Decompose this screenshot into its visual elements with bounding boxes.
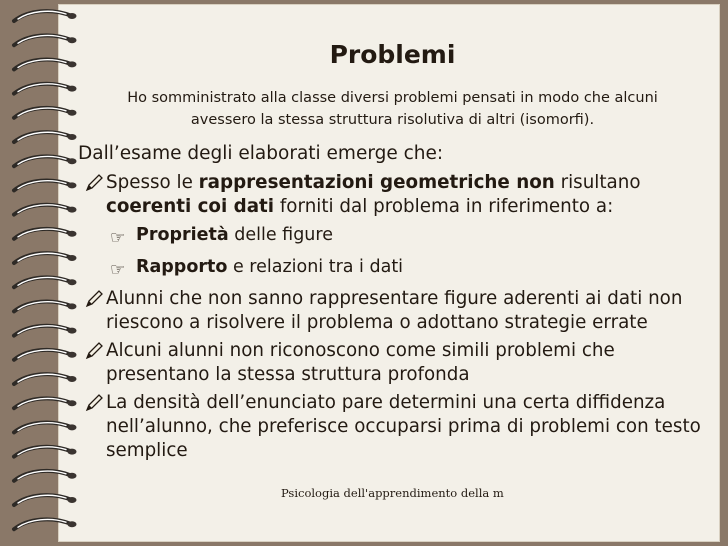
bullet-item — [78, 339, 718, 387]
bullet-item — [78, 287, 718, 335]
item-text: Spesso le — [106, 172, 199, 193]
spiral-ring-icon — [14, 326, 77, 336]
spiral-ring-icon — [14, 519, 77, 529]
spiral-ring-icon — [14, 253, 77, 263]
item-bold-text: rappresentazioni geometriche non — [198, 172, 555, 193]
pointing-hand-icon: ☞ — [110, 228, 126, 248]
spiral-ring-icon — [14, 398, 77, 408]
spiral-ring-icon — [14, 350, 77, 360]
spiral-ring-icon — [14, 84, 77, 94]
intro-text: Dall’esame degli elaborati emerge che: — [78, 143, 444, 164]
sub-item — [78, 255, 718, 279]
spiral-ring-icon — [14, 277, 77, 287]
sub-item — [78, 223, 718, 247]
item-text: risultano — [554, 172, 641, 193]
slide-body — [78, 142, 718, 467]
spiral-ring-icon — [14, 205, 77, 215]
item-bold-text: coerenti coi dati — [106, 196, 275, 217]
sub-item-text: delle figure — [228, 225, 333, 245]
pencil-icon — [84, 289, 104, 309]
pencil-icon — [84, 393, 104, 413]
item-text: Alcuni alunni non riconoscono come simili problemi che presentano la stessa struttura profonda — [106, 340, 615, 385]
item-text: La densità dell’enunciato pare determini una certa diffidenza nell’alunno, che preferisce occuparsi prima di problemi con testo semplice — [106, 392, 701, 461]
spiral-ring-icon — [14, 423, 77, 433]
slide-subtitle: Ho somministrato alla classe diversi problemi pensati in modo che alcuni avessero la stessa struttura risolutiva di altri (isomorfi). — [127, 90, 658, 128]
sub-item-text: e relazioni tra i dati — [227, 257, 404, 277]
spiral-ring-icon — [14, 132, 77, 142]
bullet-item — [78, 391, 718, 463]
spiral-binding — [0, 0, 90, 546]
sub-item-bold: Proprietà — [136, 225, 229, 245]
spiral-ring-icon — [14, 229, 77, 239]
item-text: Alunni che non sanno rappresentare figure aderenti ai dati non riescono a risolvere il problema o adottano strategie errate — [106, 288, 683, 333]
bullet-item — [78, 171, 718, 219]
spiral-ring-icon — [14, 302, 77, 312]
spiral-ring-icon — [14, 471, 77, 481]
pointing-hand-icon: ☞ — [110, 260, 126, 280]
spiral-ring-icon — [14, 156, 77, 166]
spiral-ring-icon — [14, 181, 77, 191]
pencil-icon — [84, 173, 104, 193]
pencil-icon — [84, 341, 104, 361]
spiral-ring-icon — [14, 374, 77, 384]
item-text: forniti dal problema in riferimento a: — [274, 196, 614, 217]
spiral-ring-icon — [14, 11, 77, 21]
sub-item-bold: Rapporto — [136, 257, 228, 277]
spiral-ring-icon — [14, 447, 77, 457]
spiral-ring-icon — [14, 495, 77, 505]
spiral-ring-icon — [14, 108, 77, 118]
slide-footer: Psicologia dell'apprendimento della m — [281, 486, 504, 500]
slide-title: Problemi — [329, 40, 456, 69]
